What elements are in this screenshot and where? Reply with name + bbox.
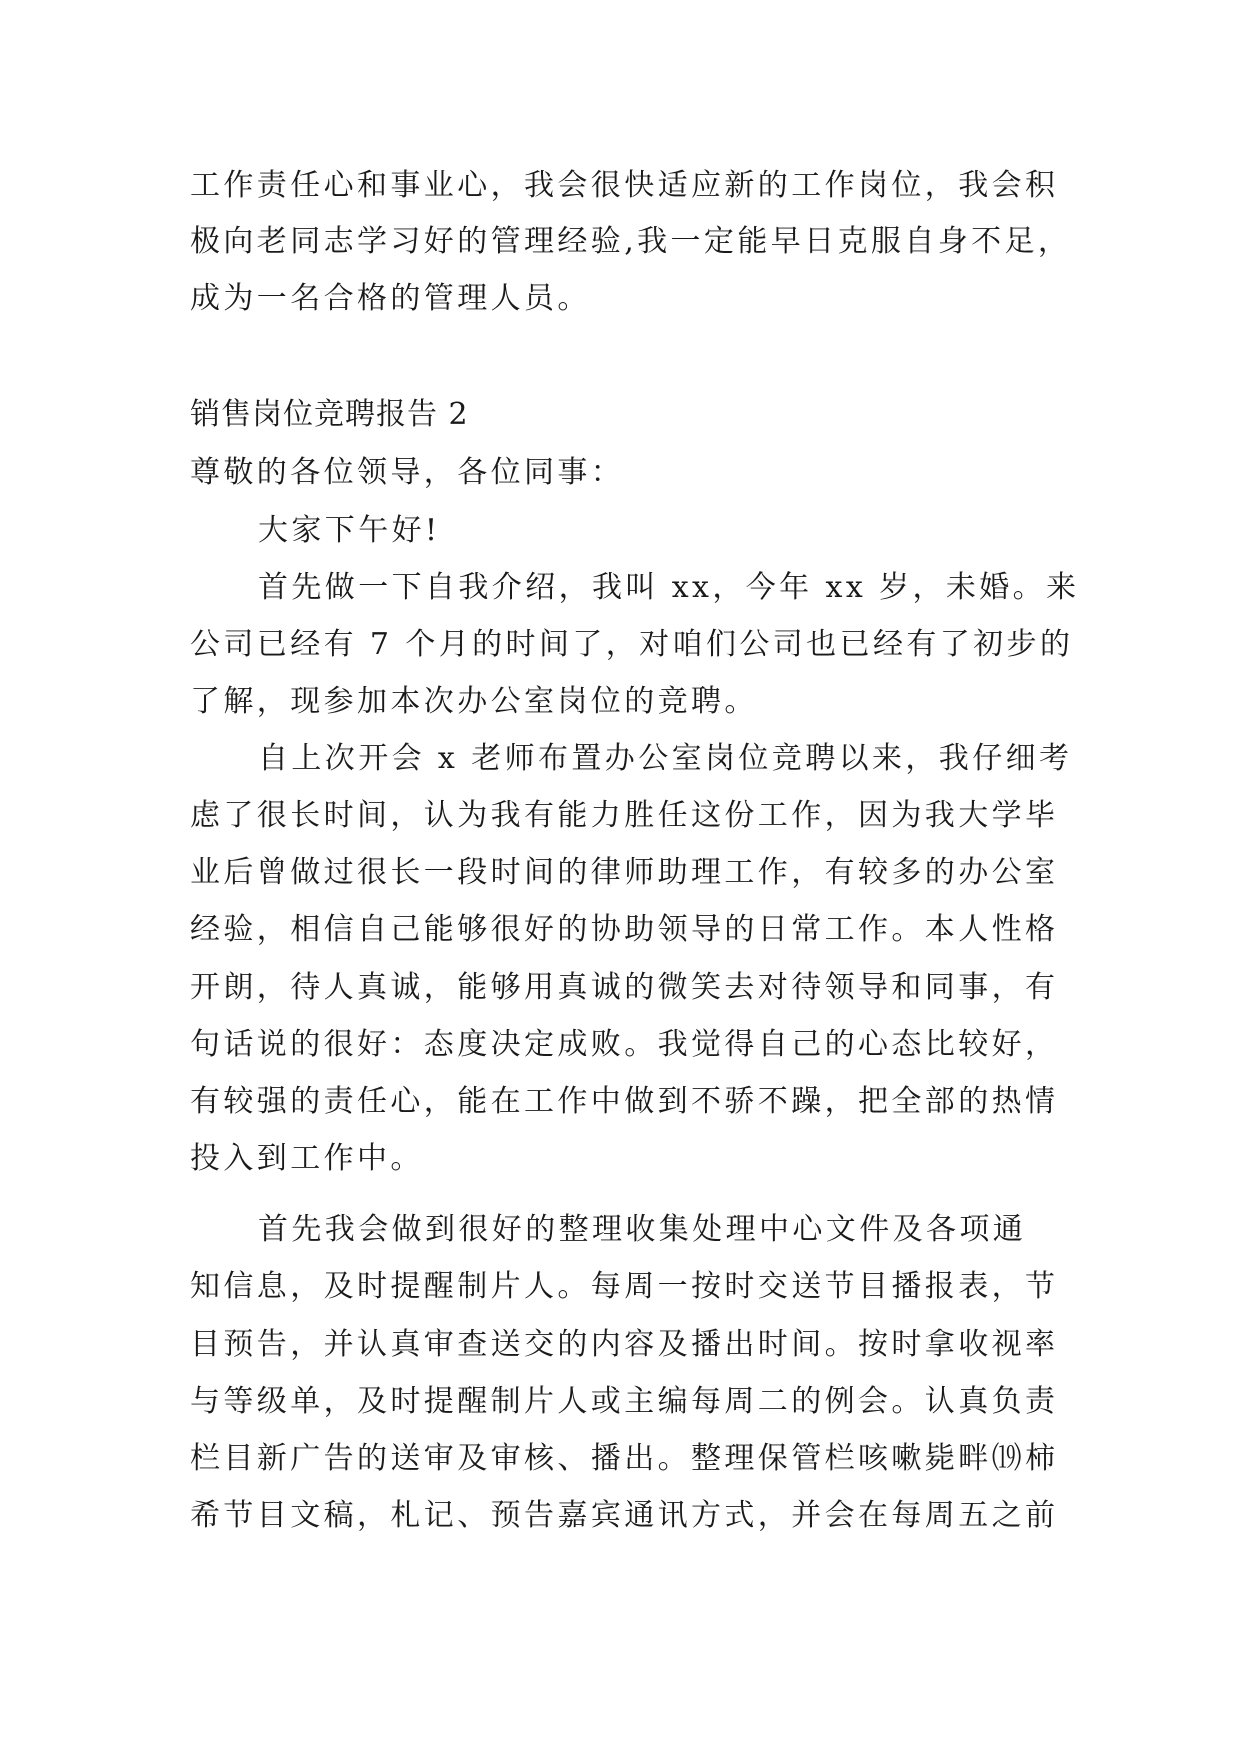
text-line: 公司已经有 7 个月的时间了，对咱们公司也已经有了初步的 bbox=[190, 627, 1074, 662]
text-line: 虑了很长时间，认为我有能力胜任这份工作，因为我大学毕 bbox=[190, 798, 1059, 833]
text-line: 与等级单，及时提醒制片人或主编每周二的例会。认真负责 bbox=[190, 1384, 1059, 1419]
text-line: 希节目文稿，札记、预告嘉宾通讯方式，并会在每周五之前 bbox=[190, 1498, 1059, 1533]
text-line: 投入到工作中。 bbox=[190, 1141, 424, 1176]
text-line: 成为一名合格的管理人员。 bbox=[190, 281, 591, 316]
text-line: 栏目新广告的送审及审核、播出。整理保管栏咳嗽毙畔⒆柿 bbox=[190, 1441, 1059, 1476]
section-title: 销售岗位竞聘报告 2 bbox=[190, 397, 469, 432]
text-line: 首先我会做到很好的整理收集处理中心文件及各项通 bbox=[258, 1212, 1027, 1247]
text-line: 首先做一下自我介绍，我叫 xx，今年 xx 岁，未婚。来 bbox=[258, 570, 1080, 605]
text-line: 有较强的责任心，能在工作中做到不骄不躁，把全部的热情 bbox=[190, 1084, 1059, 1119]
text-line: 自上次开会 x 老师布置办公室岗位竞聘以来，我仔细考 bbox=[258, 741, 1073, 776]
text-line: 开朗，待人真诚，能够用真诚的微笑去对待领导和同事，有 bbox=[190, 970, 1059, 1005]
text-line: 经验，相信自己能够很好的协助领导的日常工作。本人性格 bbox=[190, 912, 1059, 947]
text-line: 目预告，并认真审查送交的内容及播出时间。按时拿收视率 bbox=[190, 1327, 1059, 1362]
text-line: 句话说的很好：态度决定成败。我觉得自己的心态比较好， bbox=[190, 1027, 1059, 1062]
salutation: 尊敬的各位领导，各位同事： bbox=[190, 455, 625, 490]
text-line: 了解，现参加本次办公室岗位的竞聘。 bbox=[190, 684, 758, 719]
text-line: 极向老同志学习好的管理经验,我一定能早日克服自身不足， bbox=[190, 224, 1072, 259]
text-line: 业后曾做过很长一段时间的律师助理工作，有较多的办公室 bbox=[190, 855, 1059, 890]
text-line: 工作责任心和事业心，我会很快适应新的工作岗位，我会积 bbox=[190, 168, 1059, 203]
greeting: 大家下午好! bbox=[258, 513, 441, 548]
text-line: 知信息，及时提醒制片人。每周一按时交送节目播报表，节 bbox=[190, 1269, 1059, 1304]
